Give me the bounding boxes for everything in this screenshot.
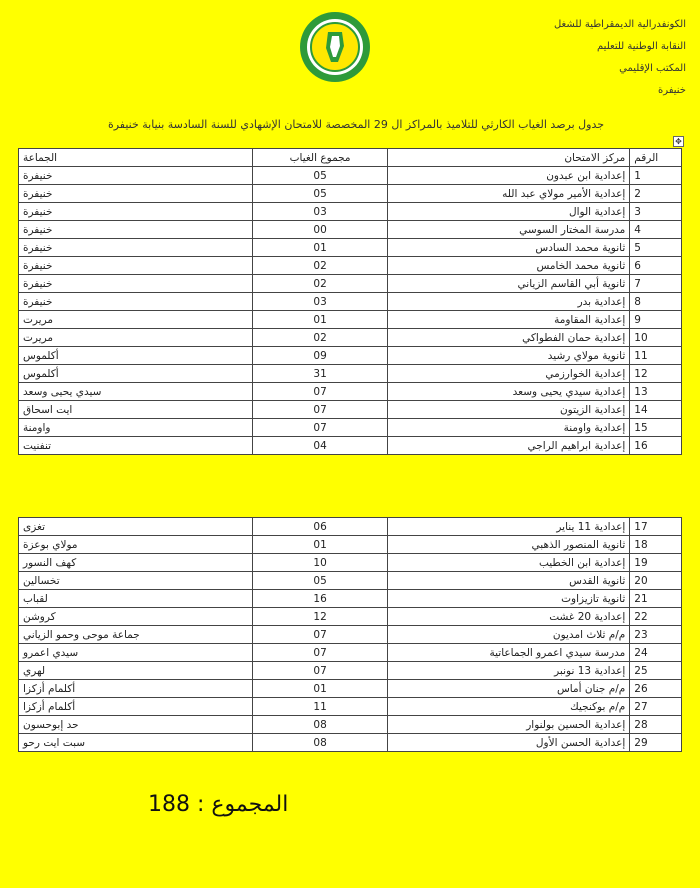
cell-commune: أكلمام أزكزا xyxy=(19,680,253,698)
table-row xyxy=(19,698,682,716)
cell-center: إعدادية الأمير مولاي عبد الله xyxy=(388,185,630,203)
header-absent: مجموع الغياب xyxy=(253,149,388,167)
cell-absent: 02 xyxy=(253,257,388,275)
header-line-4: خنيفرة xyxy=(657,85,686,96)
cell-commune: واومنة xyxy=(19,419,253,437)
cell-absent: 07 xyxy=(253,383,388,401)
cell-center: إعدادية الخوارزمي xyxy=(388,365,630,383)
cell-center: إعدادية 13 نونبر xyxy=(388,662,630,680)
cell-absent: 09 xyxy=(253,347,388,365)
cell-num: 17 xyxy=(630,518,682,536)
cell-num: 3 xyxy=(630,203,682,221)
cell-commune: خنيفرة xyxy=(19,203,253,221)
cell-commune: خنيفرة xyxy=(19,185,253,203)
cell-commune: أكلموس xyxy=(19,347,253,365)
table-row xyxy=(19,329,682,347)
cell-center: إعدادية ابن الخطيب xyxy=(388,554,630,572)
cell-center: م/م بوكنجيك xyxy=(388,698,630,716)
cell-commune: أكلموس xyxy=(19,365,253,383)
cell-commune: حد إبوحسون xyxy=(19,716,253,734)
cell-num: 16 xyxy=(630,437,682,455)
header-line-3: المكتب الإقليمي xyxy=(619,63,686,74)
cell-num: 10 xyxy=(630,329,682,347)
cell-center: ثانوية القدس xyxy=(388,572,630,590)
cell-num: 26 xyxy=(630,680,682,698)
cell-commune: تخسالين xyxy=(19,572,253,590)
cell-absent: 05 xyxy=(253,572,388,590)
cell-num: 27 xyxy=(630,698,682,716)
cell-absent: 03 xyxy=(253,203,388,221)
table-row xyxy=(19,626,682,644)
table-row xyxy=(19,734,682,752)
absences-table-part1 xyxy=(18,148,682,455)
table-row xyxy=(19,257,682,275)
cell-absent: 05 xyxy=(253,167,388,185)
cell-commune: مريرت xyxy=(19,329,253,347)
header-num: الرقم xyxy=(630,149,682,167)
table-row xyxy=(19,662,682,680)
table-row xyxy=(19,608,682,626)
cell-center: إعدادية الوال xyxy=(388,203,630,221)
cell-num: 19 xyxy=(630,554,682,572)
cell-commune: خنيفرة xyxy=(19,239,253,257)
table-row xyxy=(19,167,682,185)
total-label: المجموع : xyxy=(197,792,289,817)
cell-absent: 06 xyxy=(253,518,388,536)
cell-commune: لهري xyxy=(19,662,253,680)
cell-center: م/م ثلاث امديون xyxy=(388,626,630,644)
cell-num: 24 xyxy=(630,644,682,662)
table-row xyxy=(19,365,682,383)
cell-commune: خنيفرة xyxy=(19,257,253,275)
table-row xyxy=(19,437,682,455)
table-row xyxy=(19,554,682,572)
cell-commune: تغزى xyxy=(19,518,253,536)
cell-num: 20 xyxy=(630,572,682,590)
organization-header xyxy=(506,14,686,102)
cell-commune: مولاي بوعزة xyxy=(19,536,253,554)
header-line-1: الكونفدرالية الديمقراطية للشغل xyxy=(553,19,686,30)
cell-commune: سبت ايت رحو xyxy=(19,734,253,752)
table-row xyxy=(19,311,682,329)
cell-num: 22 xyxy=(630,608,682,626)
cell-center: إعدادية الزيتون xyxy=(388,401,630,419)
table-row xyxy=(19,293,682,311)
cell-commune: خنيفرة xyxy=(19,221,253,239)
cell-center: إعدادية واومنة xyxy=(388,419,630,437)
cell-absent: 12 xyxy=(253,608,388,626)
cell-num: 7 xyxy=(630,275,682,293)
cell-num: 8 xyxy=(630,293,682,311)
cell-absent: 01 xyxy=(253,311,388,329)
table-header-row xyxy=(19,149,682,167)
absences-table-part2 xyxy=(18,517,682,752)
cell-absent: 07 xyxy=(253,401,388,419)
table-row xyxy=(19,536,682,554)
cell-center: م/م جنان أماس xyxy=(388,680,630,698)
table-row xyxy=(19,419,682,437)
cell-center: إعدادية 20 غشت xyxy=(388,608,630,626)
cell-center: إعدادية بدر xyxy=(388,293,630,311)
cell-center: ثانوية محمد السادس xyxy=(388,239,630,257)
cell-commune: خنيفرة xyxy=(19,293,253,311)
cell-commune: سيدي يحيى وسعد xyxy=(19,383,253,401)
total-value: 188 xyxy=(148,792,190,817)
cell-num: 11 xyxy=(630,347,682,365)
table-row xyxy=(19,644,682,662)
cell-absent: 01 xyxy=(253,239,388,257)
cell-center: إعدادية 11 يناير xyxy=(388,518,630,536)
cell-num: 15 xyxy=(630,419,682,437)
cell-commune: كروشن xyxy=(19,608,253,626)
table-row xyxy=(19,518,682,536)
cell-center: إعدادية ابن عبدون xyxy=(388,167,630,185)
total-line xyxy=(148,792,288,817)
cell-absent: 16 xyxy=(253,590,388,608)
cell-center: إعدادية سيدي يحيى وسعد xyxy=(388,383,630,401)
cell-center: مدرسة سيدي اعمرو الجماعاتية xyxy=(388,644,630,662)
table-row xyxy=(19,185,682,203)
cell-num: 21 xyxy=(630,590,682,608)
cell-commune: سيدي اعمرو xyxy=(19,644,253,662)
cell-absent: 04 xyxy=(253,437,388,455)
table-row xyxy=(19,572,682,590)
cell-num: 1 xyxy=(630,167,682,185)
header-commune: الجماعة xyxy=(19,149,253,167)
union-logo-icon xyxy=(298,10,372,84)
cell-absent: 07 xyxy=(253,644,388,662)
cell-absent: 08 xyxy=(253,716,388,734)
cell-commune: جماعة موحى وحمو الزياني xyxy=(19,626,253,644)
table-row xyxy=(19,203,682,221)
table-row xyxy=(19,347,682,365)
cell-commune: أكلمام أزكزا xyxy=(19,698,253,716)
table-row xyxy=(19,221,682,239)
table-row xyxy=(19,680,682,698)
table-body-part2 xyxy=(19,518,682,752)
cell-center: ثانوية محمد الخامس xyxy=(388,257,630,275)
cell-absent: 00 xyxy=(253,221,388,239)
cell-num: 13 xyxy=(630,383,682,401)
table-body-part1 xyxy=(19,167,682,455)
cell-absent: 05 xyxy=(253,185,388,203)
cell-center: إعدادية الحسين بولنوار xyxy=(388,716,630,734)
cell-absent: 02 xyxy=(253,329,388,347)
cell-center: ثانوية تازيزاوت xyxy=(388,590,630,608)
cell-num: 9 xyxy=(630,311,682,329)
cell-absent: 08 xyxy=(253,734,388,752)
cell-num: 18 xyxy=(630,536,682,554)
cell-absent: 07 xyxy=(253,626,388,644)
cell-commune: ايت اسحاق xyxy=(19,401,253,419)
table-row xyxy=(19,383,682,401)
cell-center: ثانوية أبي القاسم الزياني xyxy=(388,275,630,293)
cell-num: 25 xyxy=(630,662,682,680)
cell-absent: 10 xyxy=(253,554,388,572)
cell-commune: كهف النسور xyxy=(19,554,253,572)
table-row xyxy=(19,590,682,608)
cell-center: مدرسة المختار السوسي xyxy=(388,221,630,239)
cell-num: 5 xyxy=(630,239,682,257)
cell-center: ثانوية المنصور الذهبي xyxy=(388,536,630,554)
cell-num: 29 xyxy=(630,734,682,752)
cell-absent: 11 xyxy=(253,698,388,716)
table-row xyxy=(19,239,682,257)
cell-commune: لقباب xyxy=(19,590,253,608)
cell-absent: 03 xyxy=(253,293,388,311)
cell-absent: 07 xyxy=(253,662,388,680)
cell-absent: 01 xyxy=(253,536,388,554)
header-center: مركز الامتحان xyxy=(388,149,630,167)
cell-commune: مريرت xyxy=(19,311,253,329)
header-line-2: النقابة الوطنية للتعليم xyxy=(597,41,686,52)
cell-absent: 01 xyxy=(253,680,388,698)
cell-num: 4 xyxy=(630,221,682,239)
cell-center: إعدادية المقاومة xyxy=(388,311,630,329)
cell-num: 28 xyxy=(630,716,682,734)
cell-commune: خنيفرة xyxy=(19,167,253,185)
table-row xyxy=(19,275,682,293)
table-move-handle-icon[interactable]: ✥ xyxy=(673,136,684,147)
cell-num: 23 xyxy=(630,626,682,644)
cell-center: إعدادية ابراهيم الراجي xyxy=(388,437,630,455)
cell-center: إعدادية حمان الفطواكي xyxy=(388,329,630,347)
cell-num: 6 xyxy=(630,257,682,275)
cell-num: 2 xyxy=(630,185,682,203)
cell-absent: 07 xyxy=(253,419,388,437)
cell-absent: 02 xyxy=(253,275,388,293)
table-row xyxy=(19,401,682,419)
cell-num: 14 xyxy=(630,401,682,419)
cell-absent: 31 xyxy=(253,365,388,383)
cell-num: 12 xyxy=(630,365,682,383)
document-title: جدول برصد الغياب الكارثي للتلاميذ بالمراكز ال 29 المخصصة للامتحان الإشهادي للسنة السادسة بنيابة خنيفرة xyxy=(107,118,605,131)
table-row xyxy=(19,716,682,734)
cell-center: ثانوية مولاي رشيد xyxy=(388,347,630,365)
cell-center: إعدادية الحسن الأول xyxy=(388,734,630,752)
cell-commune: تنفنيت xyxy=(19,437,253,455)
cell-commune: خنيفرة xyxy=(19,275,253,293)
